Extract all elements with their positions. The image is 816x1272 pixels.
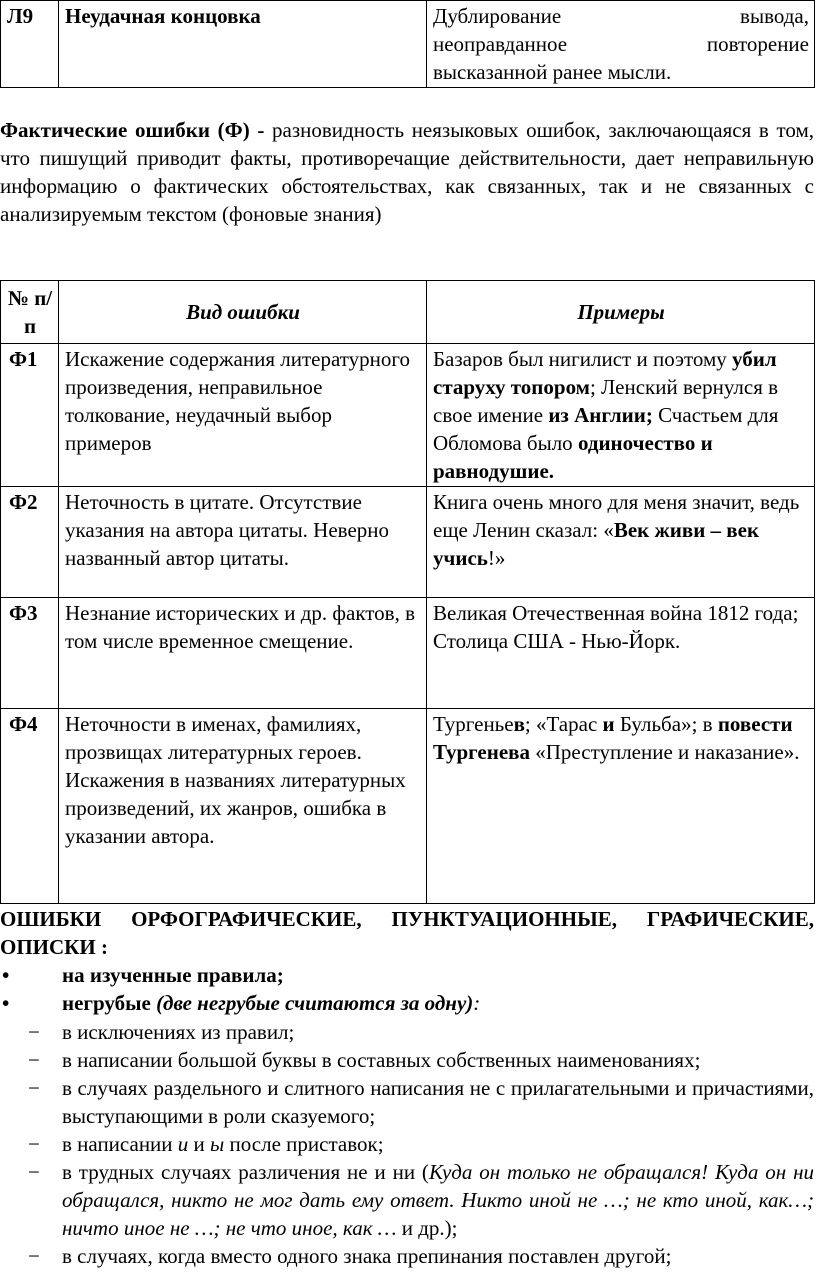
factual-errors-text: разновидность неязыковых ошибок, заключающаяся в том, что пишущий приводит факты, противоречащие действительности, дает неправильную информацию о фактических обстоятельствах, как связанных, так и не связанных с анализируемым текстом (фоновые знания) <box>0 118 815 226</box>
factual-errors-table <box>0 280 815 904</box>
errors-heading: ОШИБКИ ОРФОГРАФИЧЕСКИЕ, ПУНКТУАЦИОННЫЕ, ГРАФИЧЕСКИЕ, ОПИСКИ : <box>0 907 814 959</box>
header-number: № п/п <box>1 281 59 344</box>
error-code: Л9 <box>1 1 59 88</box>
row-kind: Искажение содержания литературного произведения, неправильное толкование, неудачный выбор примеров <box>59 344 427 487</box>
row-kind: Неточность в цитате. Отсутствие указания на автора цитаты. Неверно названный автор цитаты. <box>59 487 427 598</box>
row-examples: Тургеньев; «Тарас и Бульба»; в повести Тургенева «Преступление и наказание». <box>427 709 815 904</box>
list-item: − в исключениях из правил; <box>28 1020 295 1044</box>
dash-marker: − <box>28 1020 40 1044</box>
bullet-marker: • <box>2 991 10 1015</box>
table-row <box>1 1 815 88</box>
row-examples: Великая Отечественная война 1812 года; Столица США - Нью-Йорк. <box>427 598 815 709</box>
dash-marker: − <box>28 1244 40 1268</box>
row-examples: Базаров был нигилист и поэтому убил старуху топором; Ленский вернулся в свое имение из Англии; Счастьем для Обломова было одиночество и равнодушие. <box>427 344 815 487</box>
row-examples: Книга очень много для меня значит, ведь еще Ленин сказал: «Век живи – век учись!» <box>427 487 815 598</box>
dash-marker: − <box>28 1132 40 1156</box>
dash-marker: − <box>28 1048 40 1072</box>
minor-errors-list <box>0 1018 814 1270</box>
row-code: Ф2 <box>1 487 59 598</box>
factual-errors-definition <box>0 116 814 228</box>
header-examples: Примеры <box>427 281 815 344</box>
list-item: − в случаях, когда вместо одного знака препинания поставлен другой; <box>28 1244 672 1268</box>
table-row <box>1 709 815 904</box>
table-row <box>1 344 815 487</box>
row-code: Ф4 <box>1 709 59 904</box>
error-table-top <box>0 0 815 88</box>
row-code: Ф1 <box>1 344 59 487</box>
dash-marker: − <box>28 1076 40 1100</box>
error-description: Дублирование вывода, неоправданное повторение высказанной ранее мысли. <box>427 1 815 88</box>
table-row <box>1 598 815 709</box>
row-kind: Незнание исторических и др. фактов, в том числе временное смещение. <box>59 598 427 709</box>
row-kind: Неточности в именах, фамилиях, прозвищах литературных героев. Искажения в названиях литературных произведений, их жанров, ошибка в указании автора. <box>59 709 427 904</box>
bullet-marker: • <box>2 963 10 987</box>
error-type-bullets <box>0 961 814 1017</box>
list-item: • на изученные правила; <box>2 963 284 987</box>
table-header-row <box>1 281 815 344</box>
list-item: − в трудных случаях различения не и ни (Куда он только не обращался! Куда он ни обращался, никто не мог дать ему ответ. Никто иной не …; не кто иной, как…; ничто иное не …; не что иное, как … и др.); <box>28 1160 814 1240</box>
list-item: − в написании и и ы после приставок; <box>28 1132 384 1156</box>
list-item: − в случаях раздельного и слитного написания не с прилагательными и причастиями, выступающими в роли сказуемого; <box>28 1076 814 1128</box>
dash-marker: − <box>28 1160 40 1184</box>
row-code: Ф3 <box>1 598 59 709</box>
factual-errors-term: Фактические ошибки (Ф) - <box>0 118 265 142</box>
error-name: Неудачная концовка <box>59 1 427 88</box>
table-row <box>1 487 815 598</box>
list-item: − в написании большой буквы в составных собственных наименованиях; <box>28 1048 701 1072</box>
list-item: • негрубые (две негрубые считаются за одну): <box>2 991 481 1015</box>
header-kind: Вид ошибки <box>59 281 427 344</box>
